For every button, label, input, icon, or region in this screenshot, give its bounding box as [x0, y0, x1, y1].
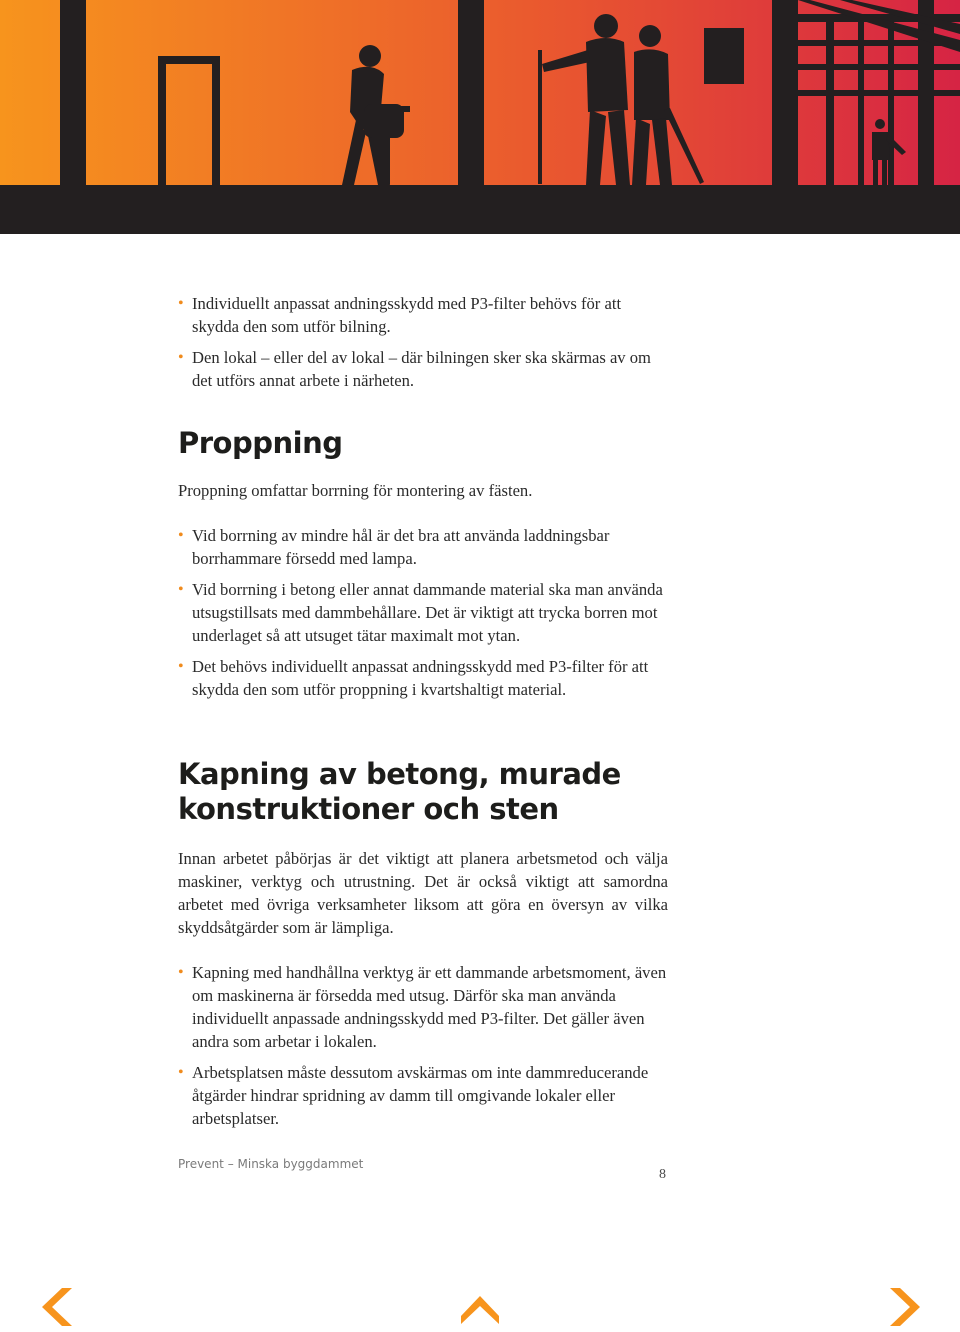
section-heading-line: Kapning av betong, murade: [178, 757, 621, 791]
list-item: • Vid borrning av mindre hål är det bra att använda laddningsbar borrhammare försedd med lampa.: [178, 524, 668, 570]
list-item: • Den lokal – eller del av lokal – där bilningen sker ska skärmas av om det utförs annat arbete i närheten.: [178, 346, 668, 392]
page-number: 8: [659, 1167, 666, 1182]
list-item: • Arbetsplatsen måste dessutom avskärmas om inte dammreducerande åtgärder hindrar spridning av damm till omgivande lokaler eller arbetsplatser.: [178, 1061, 668, 1130]
proppning-bullet-list: [178, 524, 668, 701]
chevron-left-icon: [32, 1284, 78, 1330]
intro-bullets-section: [178, 292, 668, 392]
section-heading-line: konstruktioner och sten: [178, 792, 559, 826]
list-item: • Vid borrning i betong eller annat dammande material ska man använda utsugstillsats med dammbehållare. Det är viktigt att trycka borren mot underlaget så att utsuget tätar maximalt mot ytan.: [178, 578, 668, 647]
list-item: • Individuellt anpassat andningsskydd med P3-filter behövs för att skydda den som utför bilning.: [178, 292, 668, 338]
chevron-right-icon: [884, 1284, 930, 1330]
section-kapning: [178, 757, 668, 1130]
chevron-up-icon: [457, 1284, 503, 1330]
intro-bullet-list: [178, 292, 668, 392]
section-intro: Innan arbetet påbörjas är det viktigt att planera arbetsmetod och välja maskiner, verktyg och utrustning. Det är också viktigt att samordna arbetet med övriga verksamheter liksom att göra en översyn av vilka skyddsåtgärder som är lämpliga.: [178, 849, 668, 937]
kapning-bullet-list: [178, 961, 668, 1130]
section-intro: Proppning omfattar borrning för montering av fästen.: [178, 481, 533, 500]
section-proppning: [178, 426, 668, 701]
section-heading: [178, 757, 668, 827]
scroll-top-button[interactable]: [457, 1284, 503, 1330]
footer-publication-title: Prevent – Minska byggdammet: [178, 1157, 364, 1171]
next-page-button[interactable]: [884, 1284, 930, 1330]
header-construction-illustration: [0, 0, 960, 234]
list-item: • Kapning med handhållna verktyg är ett dammande arbetsmoment, även om maskinerna är försedda med utsug. Därför ska man använda individuellt anpassade andningsskydd med P3-filter. Det gäller även andra som arbetar i lokalen.: [178, 961, 668, 1053]
list-item: • Det behövs individuellt anpassat andningsskydd med P3-filter för att skydda den som utför proppning i kvartshaltigt material.: [178, 655, 668, 701]
section-heading: Proppning: [178, 426, 343, 460]
previous-page-button[interactable]: [32, 1284, 78, 1330]
